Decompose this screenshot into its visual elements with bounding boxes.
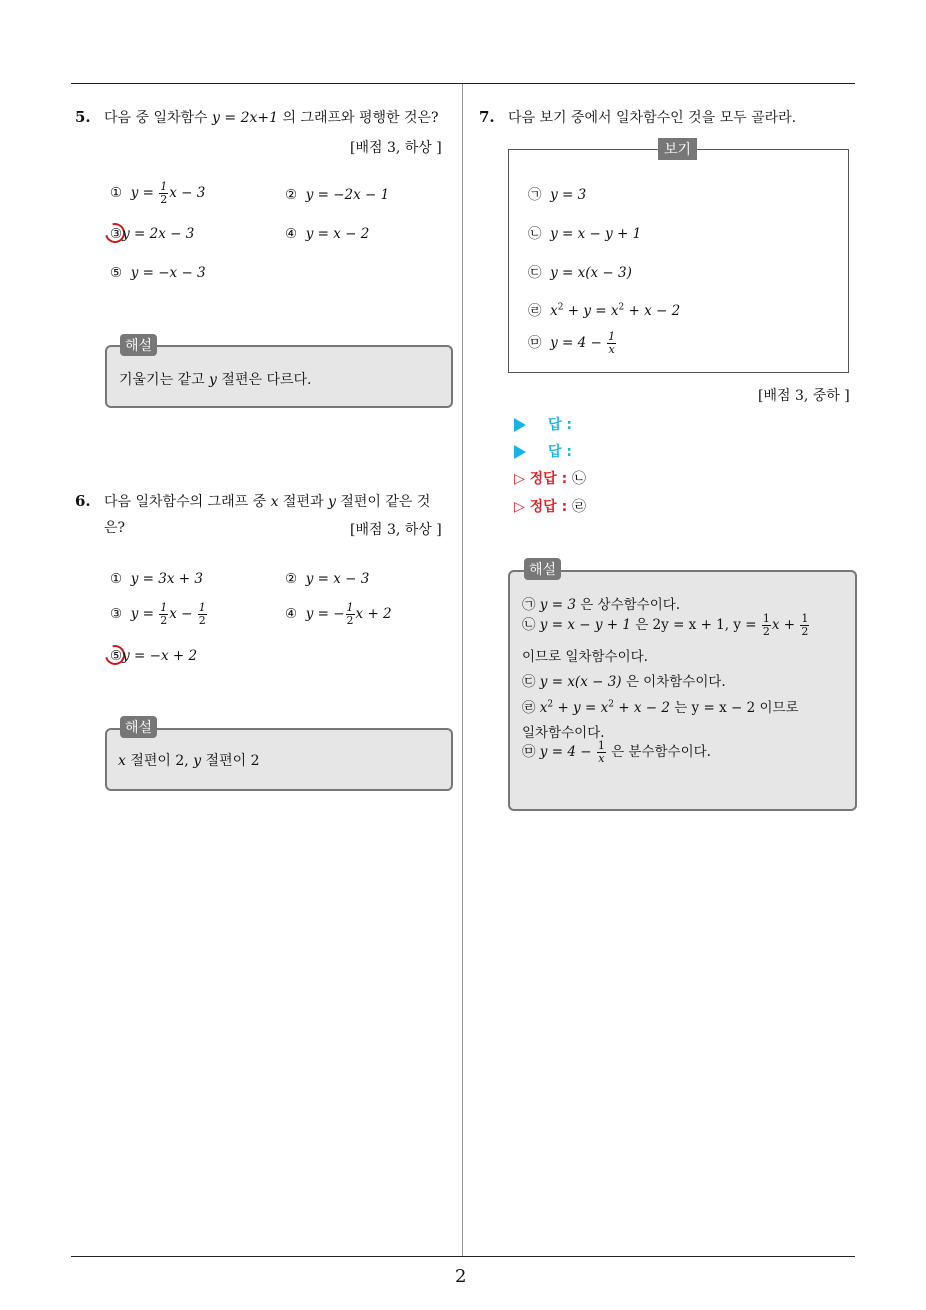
q6-explanation-text: x 절편이 2, y 절편이 2	[118, 753, 260, 769]
bogi-item-1: ㉠ y = 3	[528, 187, 587, 203]
q5-number: 5.	[75, 108, 91, 126]
correct-answer-2: ▷ 정답 : ㉣	[514, 499, 587, 515]
q5-choice-3[interactable]: ③y = 2x − 3	[110, 226, 195, 242]
bogi-tag: 보기	[658, 138, 697, 160]
answer-field-1[interactable]: 답 :	[514, 414, 572, 434]
q7-text: 다음 보기 중에서 일차함수인 것을 모두 골라라.	[508, 110, 797, 126]
correct-answer-1: ▷ 정답 : ㉡	[514, 471, 587, 487]
q6-number: 6.	[75, 492, 91, 510]
q6-text: 다음 일차함수의 그래프 중 x 절편과 y 절편이 같은 것	[104, 494, 431, 510]
q5-choice-1[interactable]: ① y = $\frac{1}{2}$ x − 3	[110, 180, 206, 206]
q7-score: [배점 3, 중하 ]	[758, 388, 850, 404]
q6-choice-3[interactable]: ③ y = $\frac{1}{2}$ x − $\frac{1}{2}$	[110, 601, 206, 627]
q7-exp-line-3: 이므로 일차함수이다.	[522, 649, 648, 665]
play-triangle-icon	[514, 418, 526, 432]
answer-field-2[interactable]: 답 :	[514, 441, 572, 461]
bogi-item-3: ㉢ y = x(x − 3)	[528, 265, 632, 281]
q7-exp-line-1: ㉠ y = 3 은 상수함수이다.	[522, 597, 681, 613]
column-divider	[462, 84, 463, 1256]
bogi-item-2: ㉡ y = x − y + 1	[528, 226, 642, 242]
bogi-item-4: ㉣ $x^2 + y = x^2 + x - 2$	[528, 302, 681, 319]
q7-exp-line-5: ㉣ $x^2 + y = x^2 + x - 2$ 는 y = x − 2 이므로	[522, 699, 799, 716]
q7-exp-line-7: ㉤ y = 4 − $\frac{1}{x}$ 은 분수함수이다.	[522, 739, 711, 765]
bottom-rule	[71, 1256, 855, 1257]
q6-text-line2: 은?	[104, 520, 126, 536]
q7-explanation-tag: 해설	[524, 558, 561, 580]
q5-explanation-tag: 해설	[120, 334, 157, 356]
q7-number: 7.	[479, 108, 495, 126]
q6-choice-1[interactable]: ① y = 3x + 3	[110, 571, 203, 587]
q5-explanation-text: 기울기는 같고 y 절편은 다르다.	[119, 372, 312, 388]
q5-choice-4[interactable]: ④ y = x − 2	[285, 226, 370, 242]
q6-choice-2[interactable]: ② y = x − 3	[285, 571, 370, 587]
q7-exp-line-6: 일차함수이다.	[522, 725, 605, 741]
q5-choice-2[interactable]: ② y = −2x − 1	[285, 187, 390, 203]
top-rule	[71, 83, 855, 84]
q5-text: 다음 중 일차함수 y = 2x+1 의 그래프와 평행한 것은?	[104, 110, 439, 126]
q7-exp-line-4: ㉢ y = x(x − 3) 은 이차함수이다.	[522, 674, 726, 690]
q6-choice-5[interactable]: ⑤y = −x + 2	[110, 648, 198, 664]
bogi-item-5: ㉤ y = 4 − $\frac{1}{x}$	[528, 330, 616, 356]
q6-score: [배점 3, 하상 ]	[350, 522, 442, 538]
page-number: 2	[455, 1266, 467, 1287]
q6-explanation-tag: 해설	[120, 716, 157, 738]
q5-choice-5[interactable]: ⑤ y = −x − 3	[110, 265, 206, 281]
q6-choice-4[interactable]: ④ y = − $\frac{1}{2}$ x + 2	[285, 601, 392, 627]
q7-exp-line-2: ㉡ y = x − y + 1 은 2y = x + 1, y = $\frac{1}{2}$ x + $\frac{1}{2}$	[522, 612, 809, 638]
play-triangle-icon	[514, 445, 526, 459]
q5-score: [배점 3, 하상 ]	[350, 140, 442, 156]
